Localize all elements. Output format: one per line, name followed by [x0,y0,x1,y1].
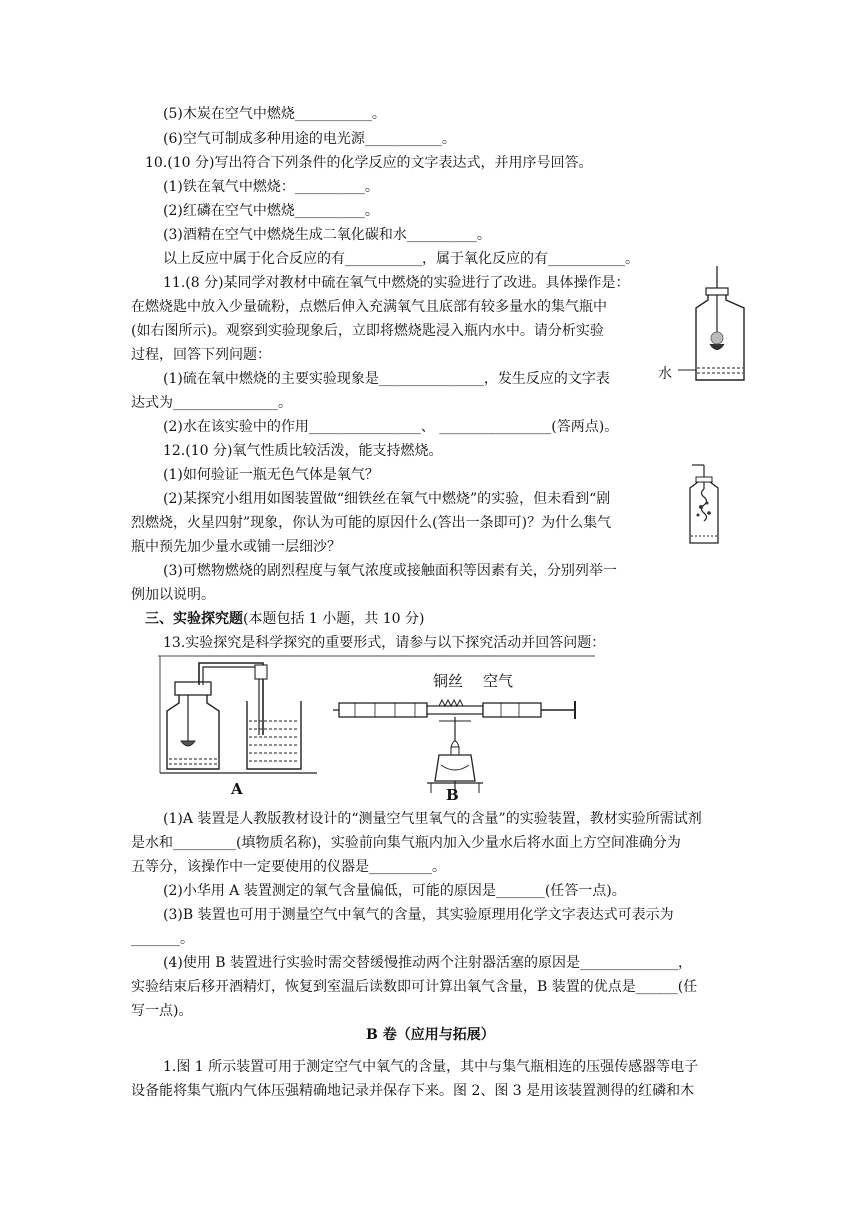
question-12-3: (3)可燃物燃烧的剧烈程度与氧气浓度或接触面积等因素有关，分别列举一 [163,563,617,579]
section-3-title: 三、实验探究题 [145,611,243,627]
question-13-2: (2)小华用 A 装置测定的氧气含量偏低，可能的原因是_______(任答一点)。 [163,883,626,899]
part-b-title: B 卷（应用与拓展） [366,1027,495,1043]
apparatus-ab-figure [155,655,600,805]
iron-wire-bottle-drawing [676,461,742,547]
section-3-note: (本题包括 1 小题，共 10 分) [243,611,425,627]
question-13-4-cont: 实验结束后移开酒精灯，恢复到室温后读数即可计算出氧气含量，B 装置的优点是______(任 [131,979,698,995]
question-13-3-cont: _______。 [131,931,194,947]
question-11-text: (如右图所示)。观察到实验现象后，立即将燃烧匙浸入瓶内水中。请分析实验 [131,323,604,339]
question-9-5: (5)木炭在空气中燃烧___________。 [163,106,386,122]
label-air: 空气 [483,672,514,690]
question-9-6: (6)空气可制成多种用途的电光源___________。 [163,131,456,147]
apparatus-ab-drawing [155,655,600,805]
question-12-1: (1)如何验证一瓶无色气体是氧气？ [163,467,379,483]
part-b-question-1-cont: 设备能将集气瓶内气体压强精确地记录并保存下来。图 2、图 3 是用该装置测得的红磷和木 [131,1083,695,1099]
part-b-question-1: 1.图 1 所示装置可用于测定空气中氧气的含量，其中与集气瓶相连的压强传感器等电子 [163,1059,699,1075]
iron-wire-figure [676,461,742,547]
question-13-1-cont: 是水和_________(填物质名称)，实验前向集气瓶内加入少量水后将水面上方空间准确分为 [131,835,681,851]
question-13-stem: 13.实验探究是科学探究的重要形式，请参与以下探究活动并回答问题： [163,635,606,651]
question-13-1: (1)A 装置是人教版教材设计的“测量空气里氧气的含量”的实验装置，教材实验所需试剂 [163,811,702,827]
question-11-text: 过程，回答下列问题： [131,347,271,363]
question-12-3-cont: 例加以说明。 [131,587,215,603]
question-10-1: (1)铁在氧气中燃烧：__________。 [163,179,379,195]
question-11-text: 在燃烧匙中放入少量硫粉，点燃后伸入充满氧气且底部有较多量水的集气瓶中 [131,299,607,315]
question-11-1: (1)硫在氧中燃烧的主要实验现象是_______________，发生反应的文字表 [163,371,610,387]
question-11-2: (2)水在该实验中的作用________________、 ________________(答两点)。 [163,419,619,435]
question-12-2-cont: 瓶中预先加少量水或铺一层细沙？ [131,539,341,555]
label-apparatus-b: B [446,786,459,804]
question-13-3: (3)B 装置也可用于测量空气中氧气的含量，其实验原理用化学文字表达式可表示为 [163,907,674,923]
question-11-stem: 11.(8 分)某同学对教材中硫在氧气中燃烧的实验进行了改进。具体操作是： [163,275,630,291]
label-apparatus-a: A [231,780,243,798]
label-copper-wire: 铜丝 [433,672,464,690]
question-12-2-cont: 烈燃烧，火星四射”现象，你认为可能的原因什么(答出一条即可)？为什么集气 [131,515,612,531]
question-13-4: (4)使用 B 装置进行实验时需交替缓慢推动两个注射器活塞的原因是______________， [163,955,693,971]
question-10-summary: 以上反应中属于化合反应的有___________，属于氧化反应的有___________。 [163,251,639,267]
question-10-3: (3)酒精在空气中燃烧生成二氧化碳和水__________。 [163,227,491,243]
question-12-stem: 12.(10 分)氧气性质比较活泼，能支持燃烧。 [163,443,443,459]
question-13-1-cont: 五等分，该操作中一定要使用的仪器是_________。 [131,859,446,875]
question-12-2: (2)某探究小组用如图装置做“细铁丝在氧气中燃烧”的实验，但未看到“剧 [163,491,611,507]
question-11-1-cont: 达式为_______________。 [131,395,292,411]
section-3-heading [145,609,424,629]
question-13-4-cont: 写一点)。 [131,1003,193,1019]
question-10-stem: 10.(10 分)写出符合下列条件的化学反应的文字表达式，并用序号回答。 [145,155,593,171]
question-10-2: (2)红磷在空气中燃烧__________。 [163,203,379,219]
sulfur-combustion-figure [654,262,754,386]
water-label: 水 [658,366,672,382]
